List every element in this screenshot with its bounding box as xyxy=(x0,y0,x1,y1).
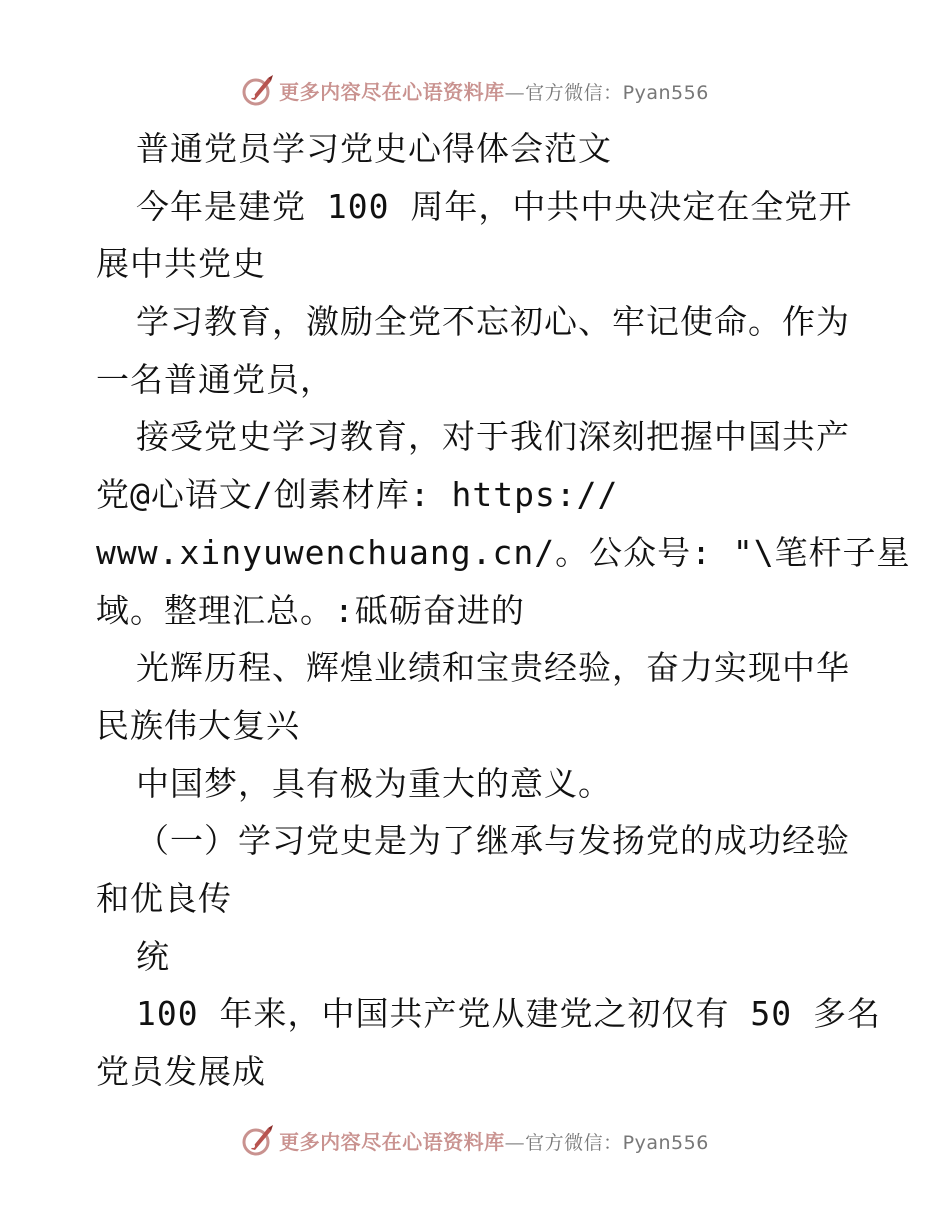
doc-line: 中国梦，具有极为重大的意义。 xyxy=(136,763,612,803)
doc-line: 今年是建党 100 周年，中共中央决定在全党开 xyxy=(136,186,853,226)
quill-pen-logo-icon xyxy=(241,1123,275,1157)
doc-line: 100 年来，中国共产党从建党之初仅有 50 多名 xyxy=(136,994,881,1034)
doc-line: 党@心语文/创素材库: https:// xyxy=(96,475,619,515)
doc-line-title: 普通党员学习党史心得体会范文 xyxy=(136,129,612,168)
banner-separator: — xyxy=(504,1129,526,1154)
footer-banner xyxy=(0,1120,950,1160)
banner-wechat-id: Pyan556 xyxy=(622,81,709,104)
doc-line: 光辉历程、辉煌业绩和宝贵经验，奋力实现中华 xyxy=(136,648,850,688)
banner-separator: — xyxy=(504,79,526,104)
doc-line: 一名普通党员， xyxy=(96,359,334,399)
banner-site-text: 更多内容尽在心语资料库 xyxy=(279,1129,505,1154)
banner-wechat-label: 官方微信： xyxy=(525,1131,623,1154)
header-banner xyxy=(0,70,950,110)
doc-line: 和优良传 xyxy=(96,878,232,918)
doc-line: 展中共党史 xyxy=(96,244,266,284)
doc-line: 学习教育，激励全党不忘初心、牢记使命。作为 xyxy=(136,302,850,342)
doc-line-heading: （一）学习党史是为了继承与发扬党的成功经验 xyxy=(136,821,850,861)
doc-line: 接受党史学习教育，对于我们深刻把握中国共产 xyxy=(136,417,850,457)
banner-wechat-id: Pyan556 xyxy=(622,1131,709,1154)
document-body xyxy=(96,120,911,1101)
banner-site-text: 更多内容尽在心语资料库 xyxy=(279,79,505,104)
quill-pen-logo-icon xyxy=(241,73,275,107)
doc-line: 域。整理汇总。:砥砺奋进的 xyxy=(96,590,525,630)
doc-line: 民族伟大复兴 xyxy=(96,705,300,745)
banner-text xyxy=(279,1126,709,1155)
banner-wechat-label: 官方微信： xyxy=(525,81,623,104)
doc-line: 统 xyxy=(136,936,170,976)
doc-line: 党员发展成 xyxy=(96,1052,266,1091)
doc-line: www.xinyuwenchuang.cn/。公众号: "\笔杆子星 xyxy=(96,532,911,572)
banner-text xyxy=(279,76,709,105)
